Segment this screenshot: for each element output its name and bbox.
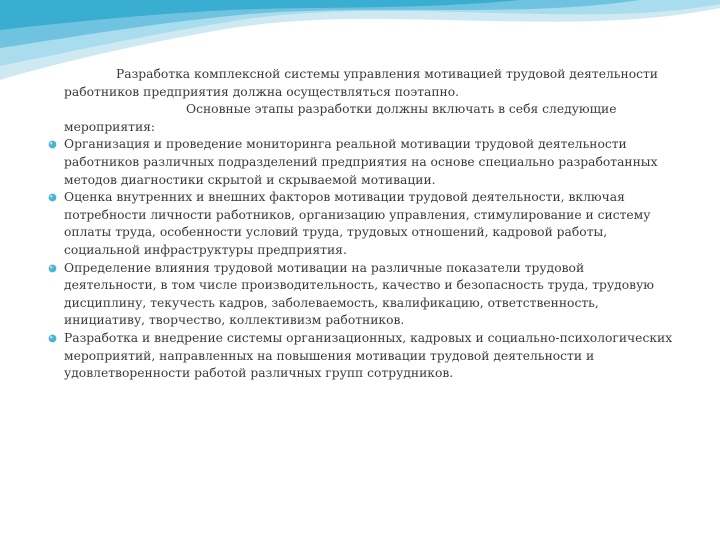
list-item [48, 330, 678, 383]
list-item-text: Оценка внутренних и внешних факторов мотивации трудовой деятельности, включая потребности личности работников, организацию управления, стимулирование и систему оплаты труда, особенности условий труда, трудовых отношений, кадровой работы, социальной инфраструктуры предприятия. [64, 190, 651, 257]
list-item-text: Разработка и внедрение системы организационных, кадровых и социально-психологических мероприятий, направленных на повышения мотивации трудовой деятельности и удовлетворенности работой различных групп сотрудников. [64, 330, 673, 381]
circle-bullet-icon [48, 264, 57, 273]
list-item [48, 189, 678, 259]
stages-list [48, 136, 678, 382]
list-item [48, 136, 678, 189]
list-item-text: Организация и проведение мониторинга реальной мотивации трудовой деятельности работников различных подразделений предприятия на основе специально разработанных методов диагностики скрытой и скрываемой мотивации. [64, 137, 658, 187]
intro-paragraph: Разработка комплексной системы управления мотивацией трудовой деятельности работников предприятия должна осуществляться поэтапно. [64, 67, 658, 99]
slide-body [48, 66, 678, 383]
list-item [48, 260, 678, 330]
circle-bullet-icon [48, 193, 57, 202]
stages-intro-paragraph: Основные этапы разработки должны включать в себя следующие мероприятия: [64, 102, 617, 134]
circle-bullet-icon [48, 140, 57, 149]
circle-bullet-icon [48, 334, 57, 343]
list-item-text: Определение влияния трудовой мотивации на различные показатели трудовой деятельности, в том числе производительность, качество и безопасность труда, трудовую дисциплину, текучесть кадров, заболеваемость, квалификацию, ответственность, инициативу, творчество, коллективизм работников. [64, 260, 655, 328]
